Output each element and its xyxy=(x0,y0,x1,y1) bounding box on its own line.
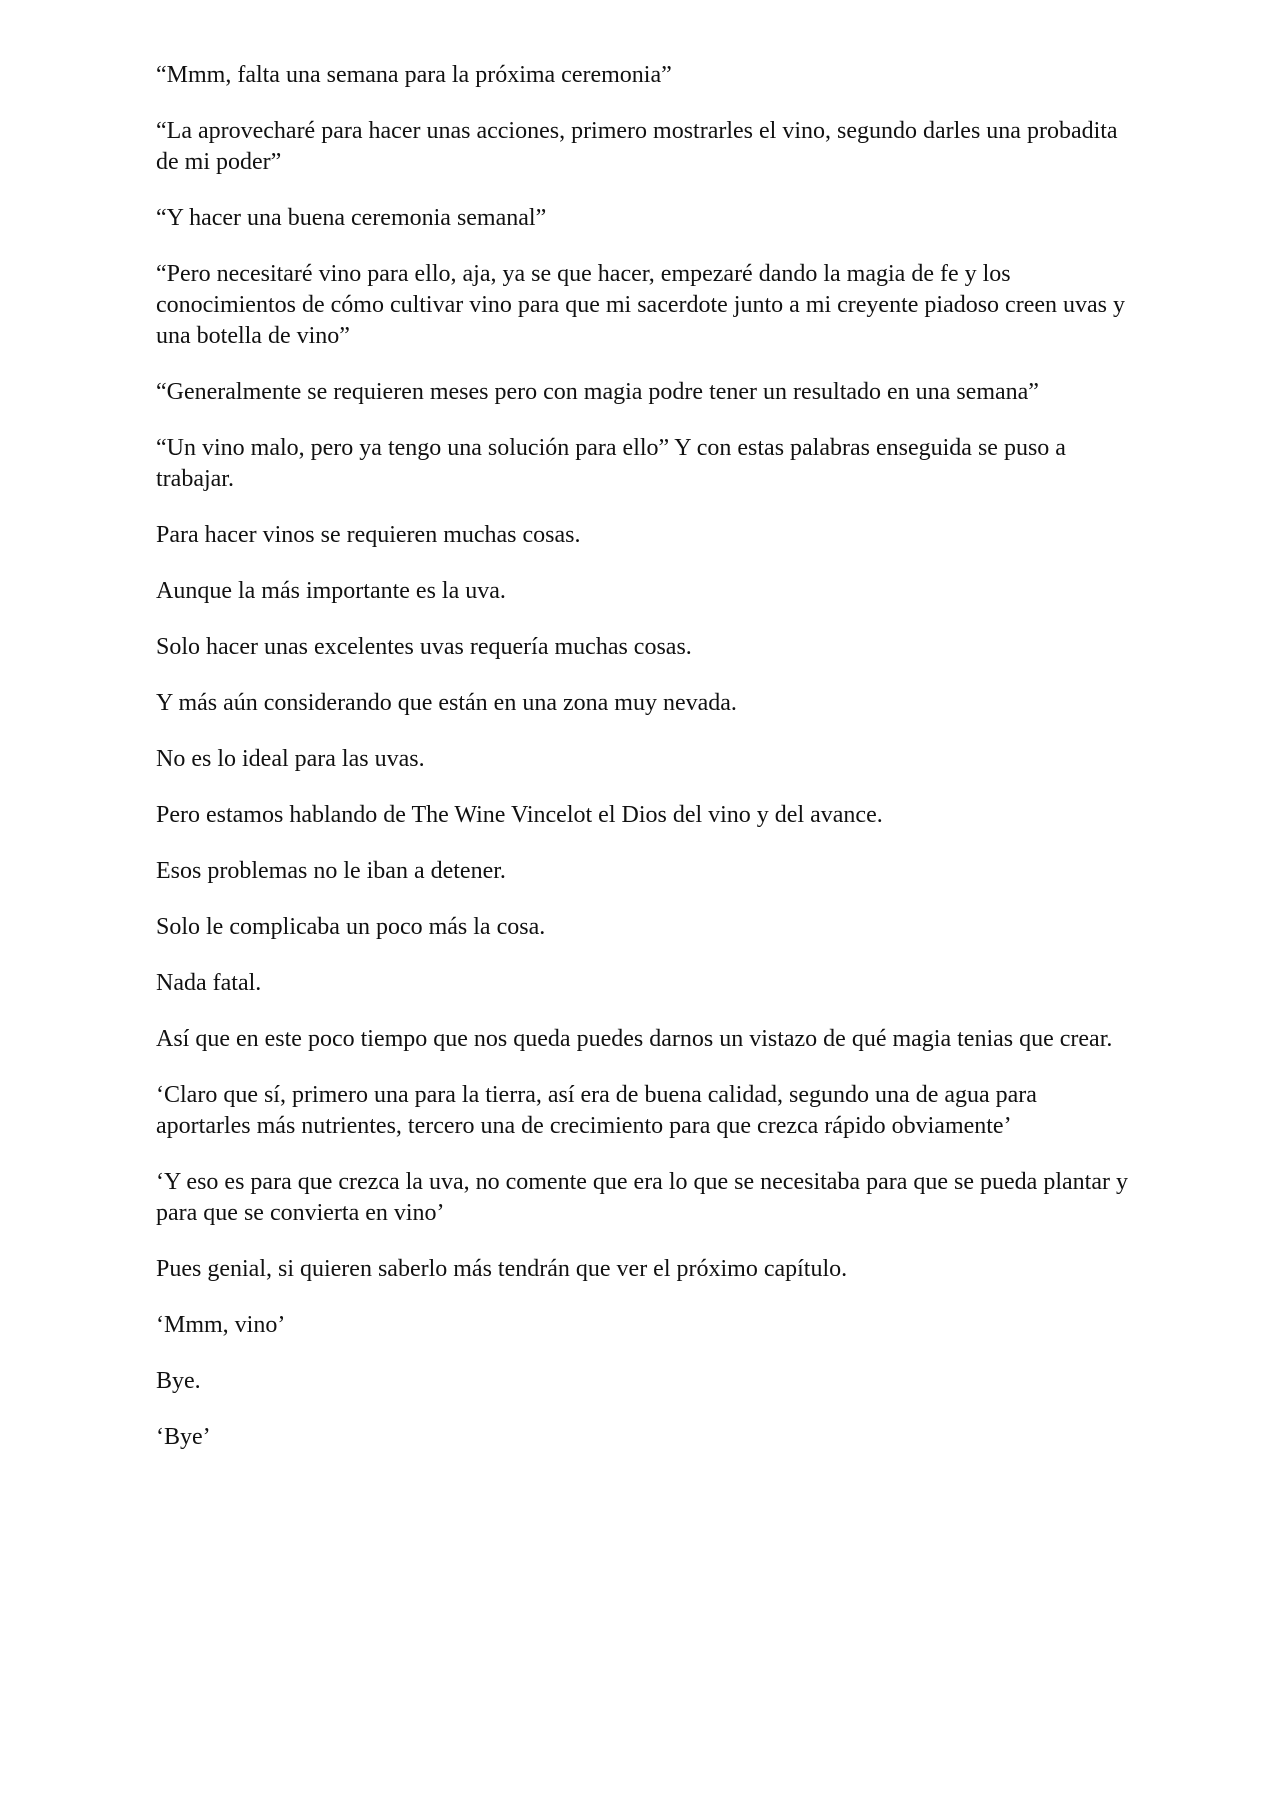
paragraph: Solo hacer unas excelentes uvas requería muchas cosas. xyxy=(156,634,692,660)
paragraph: ‘Mmm, vino’ xyxy=(156,1312,286,1338)
paragraph: Bye. xyxy=(156,1368,201,1394)
paragraph: Pues genial, si quieren saberlo más tendrán que ver el próximo capítulo. xyxy=(156,1256,848,1282)
paragraph: Aunque la más importante es la uva. xyxy=(156,578,506,604)
paragraph: ‘Bye’ xyxy=(156,1424,211,1450)
paragraph: ‘Y eso es para que crezca la uva, no comente que era lo que se necesitaba para que se pueda plantar y para que se convierta en vino’ xyxy=(156,1169,1128,1226)
document-body xyxy=(156,60,1136,1478)
paragraph: No es lo ideal para las uvas. xyxy=(156,746,425,772)
paragraph: Así que en este poco tiempo que nos queda puedes darnos un vistazo de qué magia tenias que crear. xyxy=(156,1026,1113,1052)
paragraph: Solo le complicaba un poco más la cosa. xyxy=(156,914,546,940)
paragraph: Y más aún considerando que están en una zona muy nevada. xyxy=(156,690,737,716)
paragraph: “Pero necesitaré vino para ello, aja, ya se que hacer, empezaré dando la magia de fe y los conocimientos de cómo cultivar vino para que mi sacerdote junto a mi creyente piadoso creen uvas y una botella de vino” xyxy=(156,261,1125,349)
paragraph: ‘Claro que sí, primero una para la tierra, así era de buena calidad, segundo una de agua para aportarles más nutrientes, tercero una de crecimiento para que crezca rápido obviamente’ xyxy=(156,1082,1037,1139)
paragraph: “La aprovecharé para hacer unas acciones, primero mostrarles el vino, segundo darles una probadita de mi poder” xyxy=(156,118,1118,175)
paragraph: “Un vino malo, pero ya tengo una solución para ello” Y con estas palabras enseguida se puso a trabajar. xyxy=(156,435,1066,492)
paragraph: “Generalmente se requieren meses pero con magia podre tener un resultado en una semana” xyxy=(156,379,1039,405)
paragraph: “Mmm, falta una semana para la próxima ceremonia” xyxy=(156,62,672,88)
paragraph: Pero estamos hablando de The Wine Vincelot el Dios del vino y del avance. xyxy=(156,802,883,828)
paragraph: Esos problemas no le iban a detener. xyxy=(156,858,506,884)
paragraph: Nada fatal. xyxy=(156,970,262,996)
paragraph: “Y hacer una buena ceremonia semanal” xyxy=(156,205,547,231)
paragraph: Para hacer vinos se requieren muchas cosas. xyxy=(156,522,581,548)
